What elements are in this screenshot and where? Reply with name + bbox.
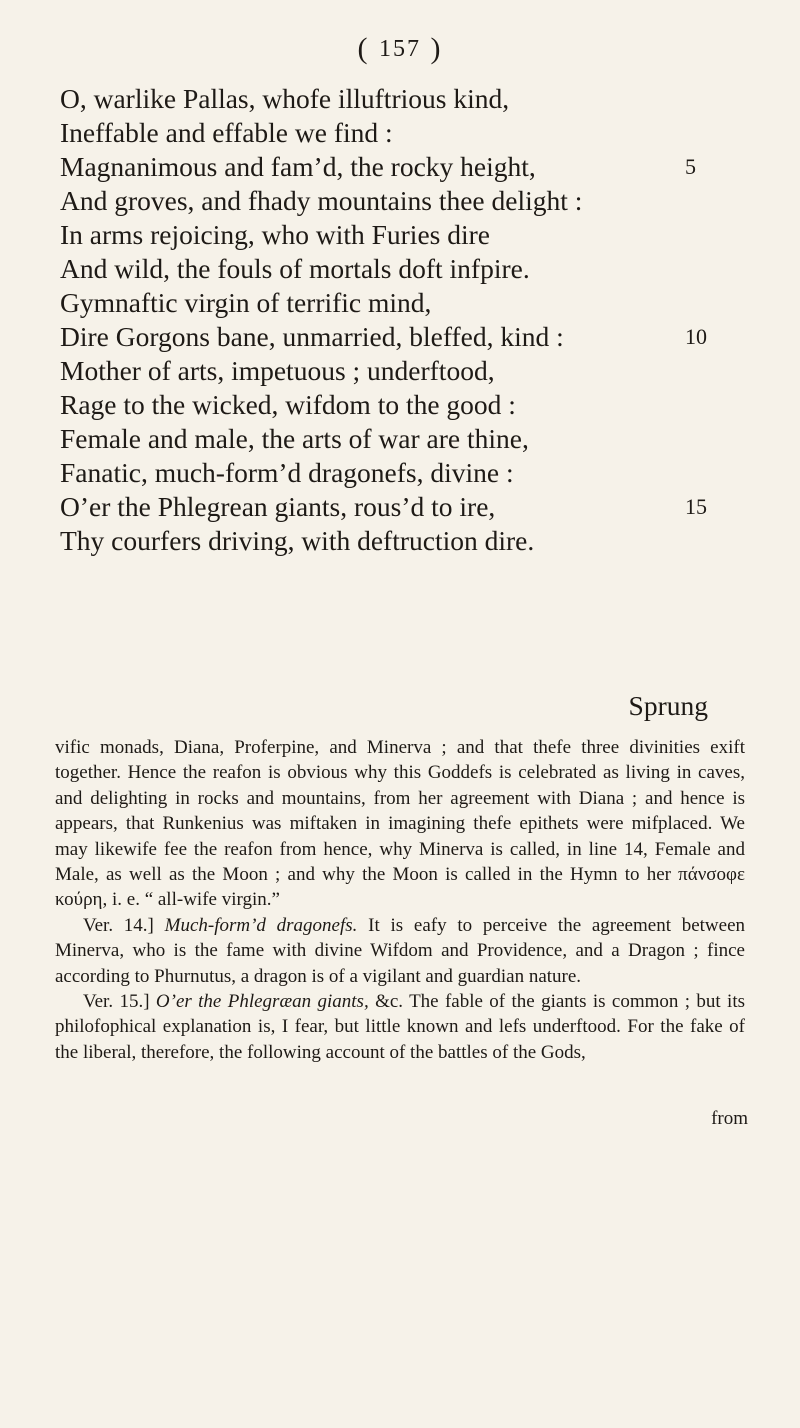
verse-line: [60, 150, 700, 184]
note-continuation: vific monads, Diana, Proferpine, and Minerva ; and that thefe three divinities exift together. Hence the reafon is obvious why this Goddefs is celebrated as living in caves, and delighting in rocks and mountains, from her agreement with Diana ; and hence is appears, that Runkenius was miftaken in imagining thefe epithets were mifplaced. We may likewife fee the reafon from hence, why Minerva is called, in line 14, Female and Male, as well as the Moon ; and why the Moon is called in the Hymn to her πάνσοφε κούρη, i. e. “ all-wife virgin.”: [55, 737, 745, 911]
hymn-verses: [60, 82, 707, 558]
verse-text: Gymnaftic virgin of terrific mind,: [60, 287, 432, 318]
verse-line: [60, 524, 700, 558]
line-number: 15: [685, 494, 707, 519]
verse-line: [60, 82, 700, 116]
verse-catchword: Sprung: [628, 690, 708, 721]
note-lemma: Much-form’d dragonefs.: [164, 914, 358, 936]
verse-text: Magnanimous and fam’d, the rocky height,: [60, 151, 536, 182]
note-text: The fable of the giants is common ; but its philofophical explanation is, I fear, but little known and lefs underftood. For the fake of the liberal, therefore, the following account of the battles of the Gods,: [55, 991, 745, 1063]
verse-line: [60, 456, 700, 490]
note-ref: Ver. 15.]: [83, 991, 150, 1013]
verse-line: [60, 252, 700, 286]
note-lemma: O’er the Phlegræan giants,: [155, 991, 369, 1013]
verse-line: [60, 116, 700, 150]
open-paren: (: [357, 32, 370, 65]
note-lemma-tail: &c.: [375, 991, 404, 1013]
line-number: 5: [685, 154, 696, 179]
footnotes: [55, 735, 745, 1065]
page-header: [0, 32, 800, 66]
note-text: It is eafy to perceive the agreement between Minerva, who is the fame with divine Wifdom and Providence, and a Dragon ; fince according to Phurnutus, a dragon is of a vigilant and guardian nature.: [55, 914, 746, 987]
verse-line: [60, 354, 700, 388]
verse-line: [60, 422, 700, 456]
note-verse-14: [55, 913, 745, 989]
verse-text: In arms rejoicing, who with Furies dire: [60, 219, 490, 250]
verse-line: [60, 218, 700, 252]
verse-text: Mother of arts, impetuous ; underftood,: [60, 355, 495, 386]
line-number: 10: [685, 324, 707, 349]
verse-text: Ineffable and effable we find :: [60, 117, 393, 148]
page-number: 157: [379, 36, 421, 62]
close-paren: ): [430, 32, 443, 65]
note-verse-15: [55, 989, 745, 1065]
verse-text: Fanatic, much-form’d dragonefs, divine :: [60, 457, 514, 488]
verse-line: [60, 388, 700, 422]
notes-catchword: from: [711, 1108, 748, 1129]
verse-text: Rage to the wicked, wifdom to the good :: [60, 389, 516, 420]
note-ref: Ver. 14.]: [83, 914, 154, 936]
verse-text: And groves, and fhady mountains thee delight :: [60, 185, 583, 216]
verse-text: Dire Gorgons bane, unmarried, bleffed, kind :: [60, 321, 564, 352]
verse-text: Female and male, the arts of war are thine,: [60, 423, 529, 454]
verse-text: And wild, the fouls of mortals doft infpire.: [60, 253, 530, 284]
verse-text: O, warlike Pallas, whofe illuftrious kind,: [60, 83, 510, 114]
verse-text: Thy courfers driving, with deftruction dire.: [60, 525, 535, 556]
verse-line: [60, 490, 707, 524]
verse-line: [60, 184, 700, 218]
verse-line: [60, 286, 700, 320]
verse-text: O’er the Phlegrean giants, rous’d to ire,: [60, 491, 496, 522]
verse-line: [60, 320, 707, 354]
